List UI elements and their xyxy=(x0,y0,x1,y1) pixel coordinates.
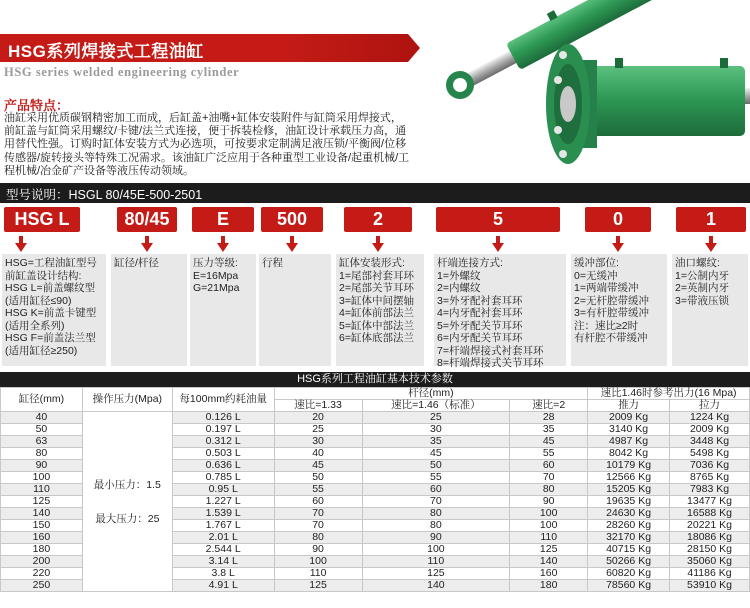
header-ratio-1-33: 速比=1.33 xyxy=(274,400,362,412)
cylinder-illustration xyxy=(440,0,750,178)
cell-rod-2: 125 xyxy=(510,544,588,556)
cell-oil: 3.8 L xyxy=(172,568,274,580)
cell-oil: 4.91 L xyxy=(172,580,274,592)
cell-pull: 18086 Kg xyxy=(670,532,750,544)
cell-pull: 28150 Kg xyxy=(670,544,750,556)
spec-table xyxy=(0,387,750,592)
cell-push: 3140 Kg xyxy=(588,424,670,436)
cell-oil: 2.01 L xyxy=(172,532,274,544)
cell-rod-1-33: 100 xyxy=(274,556,362,568)
cell-push: 4987 Kg xyxy=(588,436,670,448)
cell-bore: 200 xyxy=(1,556,83,568)
cell-oil: 1.227 L xyxy=(172,496,274,508)
cell-push: 50266 Kg xyxy=(588,556,670,568)
cell-rod-1-33: 70 xyxy=(274,508,362,520)
cell-bore: 63 xyxy=(1,436,83,448)
cell-rod-1-33: 125 xyxy=(274,580,362,592)
cell-rod-1-46: 25 xyxy=(362,412,510,424)
cell-pull: 41186 Kg xyxy=(670,568,750,580)
cell-pull: 35060 Kg xyxy=(670,556,750,568)
header-force: 速比1.46时参考出力(16 Mpa) xyxy=(588,388,750,400)
cell-pull: 5498 Kg xyxy=(670,448,750,460)
cell-rod-2: 45 xyxy=(510,436,588,448)
cell-rod-2: 70 xyxy=(510,472,588,484)
model-label: 型号说明：HSGL 80/45E-500-2501 xyxy=(6,188,203,202)
cell-push: 2009 Kg xyxy=(588,412,670,424)
header-rod: 杆径(mm) xyxy=(274,388,588,400)
cell-push: 32170 Kg xyxy=(588,532,670,544)
cell-oil: 0.95 L xyxy=(172,484,274,496)
cell-rod-1-46: 80 xyxy=(362,520,510,532)
cell-bore: 160 xyxy=(1,532,83,544)
table-row xyxy=(1,412,750,424)
cell-push: 19635 Kg xyxy=(588,496,670,508)
cell-rod-1-33: 55 xyxy=(274,484,362,496)
header-ratio-2: 速比=2 xyxy=(510,400,588,412)
cell-push: 60820 Kg xyxy=(588,568,670,580)
cell-rod-1-46: 45 xyxy=(362,448,510,460)
cell-pull: 13477 Kg xyxy=(670,496,750,508)
code-box-port: 1 xyxy=(676,207,746,232)
cell-rod-1-46: 140 xyxy=(362,580,510,592)
desc-series: HSG=工程油缸型号 前缸盖设计结构: HSG L=前盖螺纹型 (适用缸径≤90) HSG K=前盖卡键型 (适用全系列) HSG F=前盖法兰型 (适用缸径≥250) xyxy=(2,254,106,366)
cell-rod-1-33: 20 xyxy=(274,412,362,424)
page-subtitle: HSG series welded engineering cylinder xyxy=(4,65,240,79)
cell-pull: 8765 Kg xyxy=(670,472,750,484)
cell-push: 10179 Kg xyxy=(588,460,670,472)
cell-oil: 0.636 L xyxy=(172,460,274,472)
cell-push: 28260 Kg xyxy=(588,520,670,532)
cell-rod-1-33: 25 xyxy=(274,424,362,436)
cell-push: 40715 Kg xyxy=(588,544,670,556)
cell-pull: 3448 Kg xyxy=(670,436,750,448)
arrow-down-icon xyxy=(372,236,384,252)
page-title: HSG系列焊接式工程油缸 xyxy=(8,42,204,61)
cell-bore: 50 xyxy=(1,424,83,436)
desc-pressure: 压力等级: E=16Mpa G=21Mpa xyxy=(190,254,256,366)
features-heading: 产品特点： xyxy=(4,98,70,113)
cell-pull: 2009 Kg xyxy=(670,424,750,436)
cell-pull: 53910 Kg xyxy=(670,580,750,592)
cell-pull: 7036 Kg xyxy=(670,460,750,472)
cell-rod-2: 100 xyxy=(510,508,588,520)
cell-bore: 140 xyxy=(1,508,83,520)
cell-rod-1-46: 80 xyxy=(362,508,510,520)
cell-rod-1-33: 45 xyxy=(274,460,362,472)
cell-bore: 110 xyxy=(1,484,83,496)
cell-bore: 100 xyxy=(1,472,83,484)
arrow-down-icon xyxy=(612,236,624,252)
desc-mount: 缸体安装形式: 1=尾部衬套耳环 2=尾部关节耳环 3=缸体中间摆轴 4=缸体前部法兰 5=缸体中部法兰 6=缸体底部法兰 xyxy=(336,254,424,366)
cell-push: 15205 Kg xyxy=(588,484,670,496)
cell-oil: 0.785 L xyxy=(172,472,274,484)
cell-rod-1-33: 60 xyxy=(274,496,362,508)
arrow-down-icon xyxy=(15,236,27,252)
header-pull: 拉力 xyxy=(670,400,750,412)
arrow-down-icon xyxy=(705,236,717,252)
cell-rod-1-33: 80 xyxy=(274,532,362,544)
cell-oil: 2.544 L xyxy=(172,544,274,556)
cell-bore: 180 xyxy=(1,544,83,556)
cell-bore: 90 xyxy=(1,460,83,472)
cell-bore: 40 xyxy=(1,412,83,424)
cell-rod-2: 180 xyxy=(510,580,588,592)
cell-bore: 150 xyxy=(1,520,83,532)
cell-push: 8042 Kg xyxy=(588,448,670,460)
header-oil: 每100mm约耗油量 xyxy=(172,388,274,412)
desc-bore: 缸径/杆径 xyxy=(111,254,187,366)
cell-rod-1-46: 30 xyxy=(362,424,510,436)
cell-bore: 250 xyxy=(1,580,83,592)
cell-push: 78560 Kg xyxy=(588,580,670,592)
header-bore: 缸径(mm) xyxy=(1,388,83,412)
cell-rod-1-46: 60 xyxy=(362,484,510,496)
desc-rod-end: 杆端连接方式: 1=外螺纹 2=内螺纹 3=外牙配衬套耳环 4=内牙配衬套耳环 5=外牙配关节耳环 6=内牙配关节耳环 7=杆端焊接式衬套耳环 8=杆端焊接式关节耳环 xyxy=(434,254,566,366)
header-ratio-1-46: 速比=1.46（标准） xyxy=(362,400,510,412)
pressure-max: 最大压力：25 xyxy=(95,512,160,525)
cell-rod-1-33: 50 xyxy=(274,472,362,484)
cell-rod-2: 90 xyxy=(510,496,588,508)
arrow-down-icon xyxy=(286,236,298,252)
cell-pull: 16588 Kg xyxy=(670,508,750,520)
code-box-bore: 80/45 xyxy=(117,207,177,232)
cell-oil: 1.539 L xyxy=(172,508,274,520)
cell-bore: 125 xyxy=(1,496,83,508)
cell-rod-2: 140 xyxy=(510,556,588,568)
title-banner-tail xyxy=(408,34,420,62)
table-title: HSG系列工程油缸基本技术参数 xyxy=(0,372,750,387)
cell-oil: 0.197 L xyxy=(172,424,274,436)
code-box-pressure: E xyxy=(192,207,254,232)
header-pressure: 操作压力(Mpa) xyxy=(82,388,172,412)
cell-rod-1-33: 90 xyxy=(274,544,362,556)
arrow-down-icon xyxy=(141,236,153,252)
cell-oil: 1.767 L xyxy=(172,520,274,532)
code-box-stroke: 500 xyxy=(261,207,323,232)
cell-bore: 220 xyxy=(1,568,83,580)
pressure-min: 最小压力：1.5 xyxy=(93,478,161,491)
cell-rod-2: 100 xyxy=(510,520,588,532)
cell-push: 12566 Kg xyxy=(588,472,670,484)
code-box-mount: 2 xyxy=(344,207,412,232)
cell-push: 24630 Kg xyxy=(588,508,670,520)
desc-port: 油口螺纹: 1=公制内牙 2=英制内牙 3=带液压锁 xyxy=(672,254,748,366)
cell-rod-2: 55 xyxy=(510,448,588,460)
cell-rod-2: 160 xyxy=(510,568,588,580)
cell-rod-1-46: 55 xyxy=(362,472,510,484)
cell-rod-1-33: 70 xyxy=(274,520,362,532)
arrow-down-icon xyxy=(492,236,504,252)
cell-rod-2: 28 xyxy=(510,412,588,424)
cell-rod-1-46: 50 xyxy=(362,460,510,472)
cell-rod-1-46: 110 xyxy=(362,556,510,568)
cell-oil: 0.126 L xyxy=(172,412,274,424)
cell-rod-2: 60 xyxy=(510,460,588,472)
cell-pull: 7983 Kg xyxy=(670,484,750,496)
cell-bore: 80 xyxy=(1,448,83,460)
cell-rod-2: 110 xyxy=(510,532,588,544)
cell-rod-1-46: 125 xyxy=(362,568,510,580)
code-box-cushion: 0 xyxy=(585,207,651,232)
cell-pressure-range xyxy=(82,412,172,592)
cell-oil: 0.503 L xyxy=(172,448,274,460)
cell-rod-1-46: 35 xyxy=(362,436,510,448)
cell-rod-1-33: 40 xyxy=(274,448,362,460)
cell-rod-1-46: 100 xyxy=(362,544,510,556)
cell-oil: 3.14 L xyxy=(172,556,274,568)
cell-rod-1-33: 30 xyxy=(274,436,362,448)
header-push: 推力 xyxy=(588,400,670,412)
arrow-down-icon xyxy=(217,236,229,252)
cell-pull: 20221 Kg xyxy=(670,520,750,532)
cell-rod-1-46: 70 xyxy=(362,496,510,508)
cell-rod-1-33: 110 xyxy=(274,568,362,580)
cell-rod-2: 80 xyxy=(510,484,588,496)
title-banner xyxy=(0,34,408,62)
model-bar xyxy=(0,183,750,203)
code-box-rod-end: 5 xyxy=(436,207,560,232)
cell-rod-1-46: 90 xyxy=(362,532,510,544)
cell-oil: 0.312 L xyxy=(172,436,274,448)
cell-rod-2: 35 xyxy=(510,424,588,436)
cell-pull: 1224 Kg xyxy=(670,412,750,424)
cylinder-front xyxy=(546,44,750,164)
desc-stroke: 行程 xyxy=(259,254,331,366)
code-box-series: HSG L xyxy=(4,207,80,232)
features-text: 油缸采用优质碳钢精密加工而成，后缸盖+油嘴+缸体安装附件与缸筒采用焊接式，前缸盖与缸筒采用螺纹/卡键/法兰式连接，便于拆装检修，油缸设计承载压力高，通用替代性强。订购时缸体安装方式为必选项，可按要求定制满足液压锁/平衡阀/位移传感器/旋转接头等特殊工况需求。该油缸广泛应用于各种重型工业设备/起重机械/工程机械/冶金矿产设备等液压传动领域。 xyxy=(4,112,410,177)
desc-cushion: 缓冲部位: 0=无缓冲 1=两端带缓冲 2=无杆腔带缓冲 3=有杆腔带缓冲 注：速比≥2时 有杆腔不带缓冲 xyxy=(571,254,667,366)
